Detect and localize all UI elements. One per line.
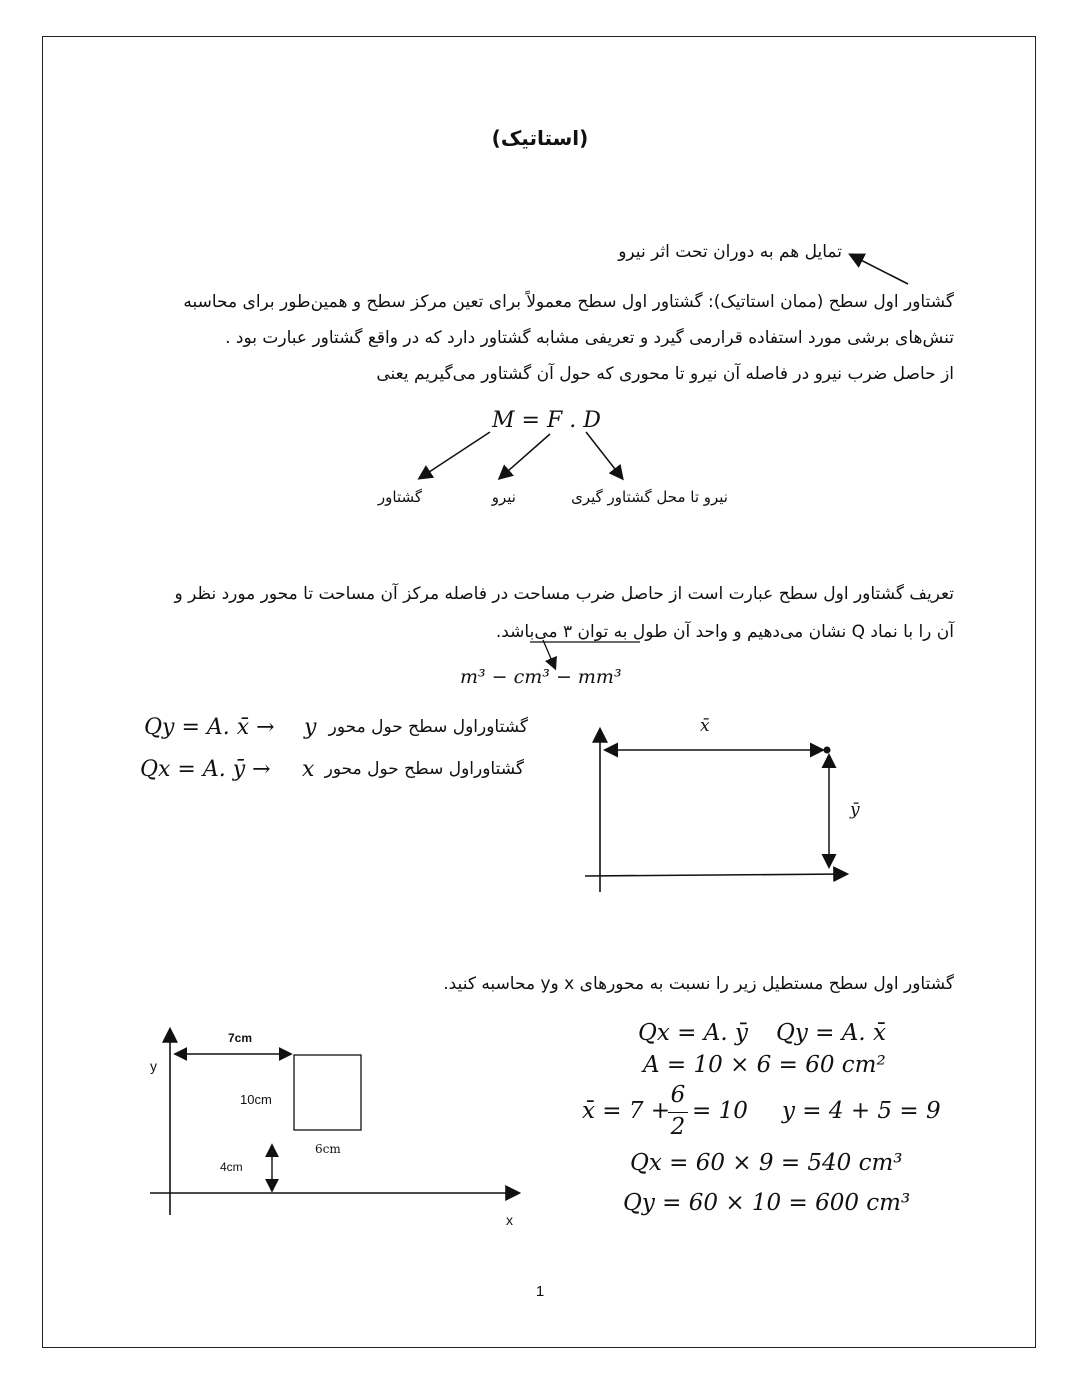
dim-7cm: 7cm bbox=[228, 1031, 253, 1045]
intro-note: تمایل هم به دوران تحت اثر نیرو bbox=[618, 242, 842, 262]
paragraph1-line2: تنش‌های برشی مورد استفاده قرارمی گیرد و تعریفی مشابه گشتاور دارد که در واقع گشتاور عبارت بود . bbox=[225, 328, 954, 348]
formula-qy: Qy = A. x̄ → bbox=[144, 715, 275, 740]
label-distance: نیرو تا محل گشتاور گیری bbox=[571, 488, 728, 506]
diagram2-y-label: y bbox=[150, 1058, 157, 1074]
solution-qx-def: Qx = A. ȳ bbox=[638, 1020, 748, 1046]
formula-qx: Qx = A. ȳ → bbox=[140, 757, 271, 782]
page-number: 1 bbox=[535, 1283, 545, 1300]
dim-6cm: 6cm bbox=[315, 1142, 341, 1156]
dim-10cm: 10cm bbox=[240, 1092, 272, 1107]
solution-qx: Qx = 60 × 9 = 540 cm³ bbox=[630, 1150, 903, 1176]
dim-4cm: 4cm bbox=[220, 1160, 243, 1174]
problem-statement: گشتاور اول سطح مستطیل زیر را نسبت به محورهای x وy محاسبه کنید. bbox=[443, 974, 954, 994]
ybar-label: ȳ bbox=[850, 800, 860, 820]
moment-formula: M = F . D bbox=[492, 408, 601, 433]
label-force: نیرو bbox=[491, 488, 516, 506]
solution-xbar-left: x̄ = 7 + bbox=[582, 1098, 671, 1124]
formula-qx-axis: x bbox=[302, 757, 315, 782]
solution-area: A = 10 × 6 = 60 cm² bbox=[643, 1052, 886, 1078]
paragraph2-line2: آن را با نماد Q نشان می‌دهیم و واحد آن طول به توان ۳ می‌باشد. bbox=[495, 622, 954, 642]
formula-qy-axis: y bbox=[304, 715, 317, 740]
solution-frac-den: 2 bbox=[670, 1114, 686, 1140]
paragraph1-line3: از حاصل ضرب نیرو در فاصله آن نیرو تا محوری که حول آن گشتاور می‌گیریم یعنی bbox=[376, 364, 954, 384]
solution-frac-num: 6 bbox=[670, 1082, 686, 1108]
solution-ybar: y = 4 + 5 = 9 bbox=[782, 1098, 941, 1124]
diagram2-x-label: x bbox=[506, 1212, 513, 1228]
solution-frac-bar bbox=[668, 1112, 688, 1113]
units-line: m³ − cm³ − mm³ bbox=[460, 666, 622, 688]
solution-xbar-right: = 10 bbox=[692, 1098, 748, 1124]
formula-qy-text: گشتاوراول سطح حول محور bbox=[328, 717, 528, 737]
xbar-label: x̄ bbox=[700, 716, 710, 736]
page-title: (استاتیک) bbox=[491, 126, 589, 150]
formula-qx-text: گشتاوراول سطح حول محور bbox=[324, 759, 524, 779]
paragraph1-line1: گشتاور اول سطح (ممان استاتیک): گشتاور اول سطح معمولاً برای تعین مرکز سطح و همین‌طور برای محاسبه bbox=[183, 292, 954, 312]
paragraph2-line1: تعریف گشتاور اول سطح عبارت است از حاصل ضرب مساحت در فاصله مرکز آن مساحت تا محور مورد نظر و bbox=[174, 584, 954, 604]
solution-qy-def: Qy = A. x̄ bbox=[776, 1020, 886, 1046]
solution-qy: Qy = 60 × 10 = 600 cm³ bbox=[623, 1190, 911, 1216]
label-moment: گشتاور bbox=[377, 488, 422, 506]
